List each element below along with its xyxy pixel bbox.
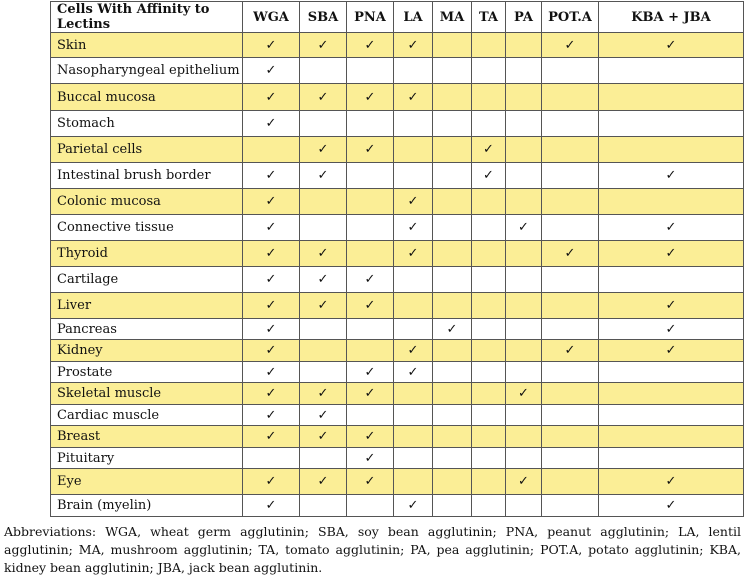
affinity-check-cell: ✓ — [243, 33, 300, 58]
affinity-check-cell — [599, 111, 744, 137]
affinity-check-cell — [394, 319, 433, 340]
tissue-name-cell: Thyroid — [51, 241, 243, 267]
affinity-check-cell — [394, 448, 433, 469]
affinity-check-cell: ✓ — [347, 426, 394, 448]
lectin-affinity-table — [50, 1, 744, 517]
affinity-check-cell — [433, 84, 472, 111]
affinity-check-cell: ✓ — [243, 163, 300, 189]
table-row — [51, 405, 744, 426]
affinity-check-cell: ✓ — [300, 469, 347, 495]
table-row — [51, 111, 744, 137]
affinity-check-cell — [433, 340, 472, 362]
table-row — [51, 33, 744, 58]
table-row — [51, 58, 744, 84]
table-row — [51, 383, 744, 405]
affinity-check-cell: ✓ — [394, 215, 433, 241]
affinity-check-cell — [300, 319, 347, 340]
column-header-pa: PA — [506, 2, 542, 33]
affinity-check-cell: ✓ — [243, 383, 300, 405]
tissue-name-cell: Buccal mucosa — [51, 84, 243, 111]
affinity-check-cell — [433, 426, 472, 448]
affinity-check-cell — [300, 111, 347, 137]
table-row — [51, 340, 744, 362]
column-header-kba-jba: KBA + JBA — [599, 2, 744, 33]
column-header-cells: Cells With Affinity to Lectins — [51, 2, 243, 33]
affinity-check-cell: ✓ — [300, 241, 347, 267]
tissue-name-cell: Skin — [51, 33, 243, 58]
affinity-check-cell — [433, 33, 472, 58]
tissue-name-cell: Nasopharyngeal epithelium — [51, 58, 243, 84]
affinity-check-cell: ✓ — [243, 189, 300, 215]
affinity-check-cell — [542, 319, 599, 340]
table-row — [51, 137, 744, 163]
affinity-check-cell — [472, 340, 506, 362]
affinity-check-cell: ✓ — [300, 33, 347, 58]
affinity-check-cell — [394, 469, 433, 495]
affinity-check-cell: ✓ — [599, 241, 744, 267]
affinity-check-cell: ✓ — [347, 33, 394, 58]
affinity-check-cell — [347, 495, 394, 517]
column-header-wga: WGA — [243, 2, 300, 33]
affinity-check-cell: ✓ — [243, 241, 300, 267]
affinity-check-cell: ✓ — [599, 33, 744, 58]
affinity-check-cell: ✓ — [300, 405, 347, 426]
affinity-check-cell — [506, 163, 542, 189]
affinity-check-cell — [433, 163, 472, 189]
affinity-check-cell: ✓ — [542, 241, 599, 267]
affinity-check-cell — [300, 215, 347, 241]
affinity-check-cell: ✓ — [394, 495, 433, 517]
affinity-check-cell: ✓ — [243, 469, 300, 495]
affinity-check-cell — [472, 241, 506, 267]
affinity-check-cell — [472, 33, 506, 58]
tissue-name-cell: Breast — [51, 426, 243, 448]
affinity-check-cell: ✓ — [599, 215, 744, 241]
affinity-check-cell — [542, 495, 599, 517]
tissue-name-cell: Connective tissue — [51, 215, 243, 241]
table-row — [51, 267, 744, 293]
tissue-name-cell: Stomach — [51, 111, 243, 137]
affinity-check-cell — [433, 58, 472, 84]
affinity-check-cell — [472, 495, 506, 517]
affinity-check-cell: ✓ — [300, 426, 347, 448]
affinity-check-cell: ✓ — [599, 495, 744, 517]
affinity-check-cell: ✓ — [506, 469, 542, 495]
affinity-check-cell — [472, 383, 506, 405]
affinity-check-cell — [506, 111, 542, 137]
affinity-check-cell — [472, 58, 506, 84]
affinity-check-cell — [506, 137, 542, 163]
affinity-check-cell — [506, 426, 542, 448]
affinity-check-cell — [300, 448, 347, 469]
affinity-check-cell: ✓ — [599, 163, 744, 189]
affinity-check-cell — [347, 58, 394, 84]
affinity-check-cell: ✓ — [394, 241, 433, 267]
affinity-check-cell — [542, 293, 599, 319]
affinity-check-cell — [542, 137, 599, 163]
affinity-check-cell: ✓ — [394, 84, 433, 111]
tissue-name-cell: Eye — [51, 469, 243, 495]
tissue-name-cell: Pituitary — [51, 448, 243, 469]
table-row — [51, 426, 744, 448]
affinity-check-cell: ✓ — [243, 84, 300, 111]
table-row — [51, 84, 744, 111]
affinity-check-cell — [599, 383, 744, 405]
affinity-check-cell — [394, 137, 433, 163]
affinity-check-cell — [433, 111, 472, 137]
affinity-check-cell — [542, 215, 599, 241]
affinity-check-cell — [472, 319, 506, 340]
affinity-check-cell — [506, 84, 542, 111]
affinity-check-cell: ✓ — [300, 383, 347, 405]
affinity-check-cell — [300, 495, 347, 517]
affinity-check-cell — [347, 241, 394, 267]
affinity-check-cell — [472, 448, 506, 469]
affinity-check-cell — [433, 189, 472, 215]
affinity-check-cell — [599, 84, 744, 111]
affinity-check-cell — [394, 58, 433, 84]
tissue-name-cell: Skeletal muscle — [51, 383, 243, 405]
affinity-check-cell: ✓ — [347, 448, 394, 469]
tissue-name-cell: Prostate — [51, 362, 243, 383]
affinity-check-cell: ✓ — [347, 469, 394, 495]
affinity-check-cell — [433, 405, 472, 426]
affinity-check-cell — [300, 189, 347, 215]
affinity-check-cell — [347, 111, 394, 137]
affinity-check-cell — [433, 495, 472, 517]
affinity-check-cell — [472, 426, 506, 448]
affinity-check-cell: ✓ — [599, 340, 744, 362]
affinity-check-cell — [599, 58, 744, 84]
affinity-check-cell: ✓ — [243, 111, 300, 137]
affinity-check-cell: ✓ — [394, 362, 433, 383]
affinity-check-cell — [472, 111, 506, 137]
affinity-check-cell: ✓ — [347, 84, 394, 111]
affinity-check-cell — [542, 448, 599, 469]
affinity-check-cell: ✓ — [243, 426, 300, 448]
affinity-check-cell — [243, 448, 300, 469]
affinity-check-cell — [300, 362, 347, 383]
affinity-check-cell: ✓ — [243, 267, 300, 293]
affinity-check-cell — [300, 58, 347, 84]
tissue-name-cell: Cardiac muscle — [51, 405, 243, 426]
affinity-check-cell — [394, 383, 433, 405]
affinity-check-cell — [472, 215, 506, 241]
affinity-check-cell: ✓ — [300, 84, 347, 111]
affinity-check-cell: ✓ — [347, 137, 394, 163]
affinity-check-cell — [394, 426, 433, 448]
column-header-pot-a: POT.A — [542, 2, 599, 33]
table-row — [51, 163, 744, 189]
affinity-check-cell: ✓ — [300, 293, 347, 319]
affinity-check-cell — [347, 189, 394, 215]
tissue-name-cell: Kidney — [51, 340, 243, 362]
affinity-check-cell — [506, 293, 542, 319]
affinity-check-cell — [433, 362, 472, 383]
affinity-check-cell — [472, 84, 506, 111]
affinity-check-cell — [433, 215, 472, 241]
affinity-check-cell — [506, 495, 542, 517]
tissue-name-cell: Parietal cells — [51, 137, 243, 163]
affinity-check-cell — [506, 189, 542, 215]
affinity-check-cell: ✓ — [599, 469, 744, 495]
table-row — [51, 362, 744, 383]
tissue-name-cell: Cartilage — [51, 267, 243, 293]
affinity-check-cell: ✓ — [300, 163, 347, 189]
affinity-check-cell — [542, 383, 599, 405]
affinity-check-cell: ✓ — [347, 267, 394, 293]
affinity-check-cell: ✓ — [243, 293, 300, 319]
affinity-check-cell — [542, 84, 599, 111]
affinity-check-cell — [506, 33, 542, 58]
affinity-check-cell — [433, 293, 472, 319]
tissue-name-cell: Pancreas — [51, 319, 243, 340]
affinity-check-cell — [472, 293, 506, 319]
affinity-check-cell — [433, 267, 472, 293]
affinity-check-cell — [433, 137, 472, 163]
table-row — [51, 293, 744, 319]
affinity-check-cell — [542, 58, 599, 84]
affinity-check-cell — [599, 267, 744, 293]
affinity-check-cell — [394, 163, 433, 189]
tissue-name-cell: Intestinal brush border — [51, 163, 243, 189]
affinity-check-cell: ✓ — [394, 33, 433, 58]
affinity-check-cell — [542, 163, 599, 189]
affinity-check-cell: ✓ — [472, 163, 506, 189]
table-row — [51, 469, 744, 495]
table-row — [51, 241, 744, 267]
column-header-sba: SBA — [300, 2, 347, 33]
affinity-check-cell — [472, 189, 506, 215]
affinity-check-cell — [300, 340, 347, 362]
affinity-check-cell — [243, 137, 300, 163]
table-row — [51, 215, 744, 241]
affinity-check-cell — [599, 189, 744, 215]
affinity-check-cell — [542, 111, 599, 137]
affinity-check-cell — [472, 362, 506, 383]
affinity-check-cell — [542, 469, 599, 495]
affinity-check-cell — [599, 426, 744, 448]
table-header-row — [51, 2, 744, 33]
tissue-name-cell: Liver — [51, 293, 243, 319]
tissue-name-cell: Brain (myelin) — [51, 495, 243, 517]
affinity-check-cell: ✓ — [243, 215, 300, 241]
affinity-check-cell — [347, 319, 394, 340]
affinity-check-cell: ✓ — [599, 319, 744, 340]
tissue-name-cell: Colonic mucosa — [51, 189, 243, 215]
affinity-check-cell: ✓ — [599, 293, 744, 319]
affinity-check-cell — [542, 189, 599, 215]
affinity-check-cell — [542, 405, 599, 426]
affinity-check-cell: ✓ — [394, 189, 433, 215]
table-body — [51, 33, 744, 517]
affinity-check-cell — [542, 362, 599, 383]
affinity-check-cell — [433, 383, 472, 405]
abbreviations-footnote: Abbreviations: WGA, wheat germ agglutinin; SBA, soy bean agglutinin; PNA, peanut agglutinin; LA, lentil agglutinin; MA, mushroom agglutinin; TA, tomato agglutinin; PA, pea agglutinin; POT.A, potato agglutinin; KBA, kidney bean agglutinin; JBA, jack bean agglutinin. — [4, 524, 741, 575]
affinity-check-cell — [394, 267, 433, 293]
affinity-check-cell: ✓ — [472, 137, 506, 163]
affinity-check-cell — [347, 405, 394, 426]
affinity-check-cell — [599, 362, 744, 383]
affinity-check-cell — [433, 448, 472, 469]
affinity-check-cell — [599, 405, 744, 426]
affinity-check-cell — [506, 319, 542, 340]
affinity-check-cell — [394, 111, 433, 137]
affinity-check-cell: ✓ — [542, 340, 599, 362]
affinity-check-cell: ✓ — [300, 267, 347, 293]
column-header-la: LA — [394, 2, 433, 33]
affinity-check-cell: ✓ — [243, 495, 300, 517]
affinity-check-cell — [542, 267, 599, 293]
affinity-check-cell — [394, 405, 433, 426]
affinity-check-cell: ✓ — [300, 137, 347, 163]
affinity-check-cell — [506, 241, 542, 267]
affinity-check-cell: ✓ — [243, 405, 300, 426]
affinity-check-cell — [347, 163, 394, 189]
affinity-check-cell: ✓ — [347, 293, 394, 319]
affinity-check-cell: ✓ — [347, 383, 394, 405]
affinity-check-cell — [472, 267, 506, 293]
affinity-check-cell — [506, 448, 542, 469]
affinity-check-cell: ✓ — [347, 362, 394, 383]
affinity-check-cell — [542, 426, 599, 448]
table-row — [51, 495, 744, 517]
affinity-check-cell: ✓ — [506, 215, 542, 241]
affinity-check-cell: ✓ — [506, 383, 542, 405]
affinity-check-cell: ✓ — [243, 319, 300, 340]
column-header-ta: TA — [472, 2, 506, 33]
table-row — [51, 189, 744, 215]
column-header-ma: MA — [433, 2, 472, 33]
affinity-check-cell — [506, 405, 542, 426]
affinity-check-cell — [433, 469, 472, 495]
affinity-check-cell — [506, 58, 542, 84]
affinity-check-cell — [472, 469, 506, 495]
affinity-check-cell: ✓ — [243, 58, 300, 84]
affinity-check-cell — [506, 267, 542, 293]
affinity-check-cell: ✓ — [542, 33, 599, 58]
affinity-check-cell — [433, 241, 472, 267]
table-row — [51, 448, 744, 469]
affinity-check-cell: ✓ — [394, 340, 433, 362]
table-row — [51, 319, 744, 340]
affinity-check-cell — [599, 137, 744, 163]
affinity-check-cell — [347, 215, 394, 241]
affinity-check-cell: ✓ — [243, 340, 300, 362]
affinity-check-cell — [506, 340, 542, 362]
affinity-check-cell: ✓ — [243, 362, 300, 383]
affinity-check-cell — [599, 448, 744, 469]
affinity-check-cell — [347, 340, 394, 362]
affinity-check-cell — [472, 405, 506, 426]
affinity-check-cell — [394, 293, 433, 319]
affinity-check-cell: ✓ — [433, 319, 472, 340]
column-header-pna: PNA — [347, 2, 394, 33]
affinity-check-cell — [506, 362, 542, 383]
